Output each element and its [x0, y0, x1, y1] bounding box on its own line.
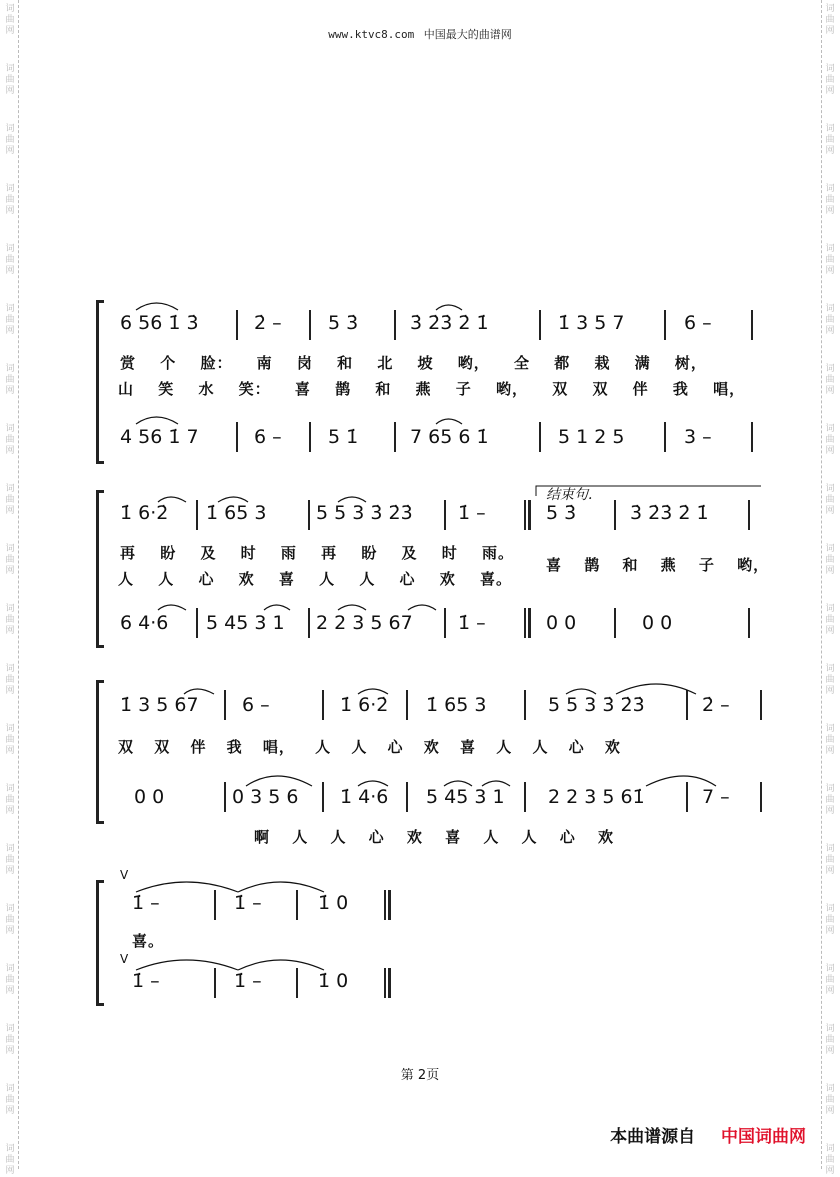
page-number: 第 2页: [400, 1068, 440, 1083]
lyric-line-ending: 喜 鹊 和 燕 子 哟，: [546, 556, 770, 574]
lower-measure: 5 1̇: [328, 426, 359, 448]
watermark-text: 词曲网: [825, 1024, 835, 1056]
lower-measure: 1̇ 0: [318, 970, 349, 992]
lyric-line-verse-2: 人 人 心 欢 喜 人 人 心 欢 喜。: [118, 570, 513, 588]
watermark-text: 词曲网: [5, 544, 15, 576]
lower-measure: 0 0: [134, 786, 165, 808]
watermark-text: 词曲网: [5, 424, 15, 456]
breath-mark: V: [120, 868, 129, 882]
footer-brand-link[interactable]: 中国词曲网: [721, 1127, 806, 1147]
upper-measure: 2̇ –: [254, 312, 282, 334]
watermark-text: 词曲网: [5, 604, 15, 636]
watermark-text: 词曲网: [825, 844, 835, 876]
upper-measure: 1̇ 6·2̇: [340, 694, 389, 716]
breath-mark: V: [120, 952, 129, 966]
lower-measure: 0 0: [642, 612, 673, 634]
lower-measure: 1̇ –: [234, 970, 262, 992]
watermark-text: 词曲网: [825, 424, 835, 456]
watermark-text: 词曲网: [825, 784, 835, 816]
watermark-text: 词曲网: [825, 184, 835, 216]
upper-measure: 1̇ 65 3: [206, 502, 267, 524]
watermark-text: 词曲网: [825, 904, 835, 936]
upper-measure: 1̇ 6·2̇: [120, 502, 169, 524]
watermark-text: 词曲网: [5, 844, 15, 876]
upper-measure: 1̇ –: [132, 892, 160, 914]
watermark-text: 词曲网: [825, 544, 835, 576]
upper-measure: 2̇ –: [702, 694, 730, 716]
lyric-line-verse-1: 再 盼 及 时 雨 再 盼 及 时 雨。: [120, 544, 515, 562]
watermark-text: 词曲网: [825, 364, 835, 396]
lyric-line-final: 喜。: [132, 932, 165, 950]
watermark-text: 词曲网: [825, 1084, 835, 1116]
upper-measure: 5 5 3 3̇ 2̇3̇: [548, 694, 645, 716]
header-slogan: 中国最大的曲谱网: [423, 28, 512, 41]
watermark-text: 词曲网: [825, 484, 835, 516]
upper-measure: 5 5 3 3̇ 2̇3̇: [316, 502, 413, 524]
watermark-text: 词曲网: [825, 304, 835, 336]
upper-measure: 6 –: [242, 694, 270, 716]
lower-measure: 4 56 1̇ 7: [120, 426, 199, 448]
upper-measure: 6 56 1̇ 3̇: [120, 312, 199, 334]
upper-measure: 1̇ –: [234, 892, 262, 914]
lower-measure: 5 45 3 1: [206, 612, 285, 634]
lower-measure: 3 –: [684, 426, 712, 448]
lower-measure: 5 1 2 5: [558, 426, 625, 448]
lyric-line-verse-2: 山 笑 水 笑： 喜 鹊 和 燕 子 哟， 双 双 伴 我 唱，: [118, 380, 746, 398]
watermark-text: 词曲网: [5, 904, 15, 936]
system-brace: [96, 300, 104, 464]
upper-measure: 3̇ 2̇3̇ 2̇ 1̇: [410, 312, 489, 334]
watermark-text: 词曲网: [5, 784, 15, 816]
upper-measure: 1̇ 0: [318, 892, 349, 914]
upper-measure: 3̇ 2̇3̇ 2̇ 1̇: [630, 502, 709, 524]
lyric-line-upper: 双 双 伴 我 唱， 人 人 心 欢 喜 人 人 心 欢: [118, 738, 621, 756]
page-footer: [610, 1122, 806, 1147]
watermark-text: 词曲网: [5, 304, 15, 336]
lower-measure: 0 3 5 6: [232, 786, 299, 808]
system-brace: [96, 880, 104, 1006]
header-site-url[interactable]: www.ktvc8.com: [328, 28, 415, 41]
watermark-text: 词曲网: [5, 1024, 15, 1056]
watermark-text: 词曲网: [5, 64, 15, 96]
lower-measure: 1̇ 4·6: [340, 786, 389, 808]
watermark-text: 词曲网: [825, 124, 835, 156]
lower-measure: 2 2 3 5 61̇: [548, 786, 645, 808]
upper-measure: 5 3̇: [546, 502, 577, 524]
upper-measure: 6 –: [684, 312, 712, 334]
right-watermark-rail: [821, 0, 838, 1176]
lower-measure: 1̇ –: [458, 612, 486, 634]
left-watermark-rail: [2, 0, 19, 1176]
watermark-text: 词曲网: [5, 244, 15, 276]
lyric-line-lower: 啊 人 人 心 欢 喜 人 人 心 欢: [254, 828, 615, 846]
upper-measure: 1̇ 3 5 7: [558, 312, 625, 334]
lyric-line-verse-1: 赏 个 脸： 南 岗 和 北 坡 哟， 全 都 栽 满 树，: [120, 354, 707, 372]
system-brace: [96, 680, 104, 824]
watermark-text: 词曲网: [5, 184, 15, 216]
watermark-text: 词曲网: [5, 364, 15, 396]
score-system-2: [96, 487, 770, 650]
watermark-text: 词曲网: [5, 484, 15, 516]
watermark-text: 词曲网: [825, 64, 835, 96]
lower-measure: 5 45 3 1: [426, 786, 505, 808]
page-header: [0, 26, 840, 42]
watermark-text: 词曲网: [825, 724, 835, 756]
watermark-text: 词曲网: [5, 664, 15, 696]
upper-measure: 1̇ 65 3: [426, 694, 487, 716]
lower-measure: 1̇ –: [132, 970, 160, 992]
watermark-text: 词曲网: [5, 124, 15, 156]
score-system-4: [96, 868, 416, 1008]
watermark-text: 词曲网: [825, 664, 835, 696]
lower-measure: 0 0: [546, 612, 577, 634]
lower-measure: 6 4·6: [120, 612, 169, 634]
footer-source-text: 本曲谱源自: [610, 1127, 696, 1147]
score-system-1: [96, 300, 756, 460]
watermark-text: 词曲网: [5, 4, 15, 36]
watermark-text: 词曲网: [825, 244, 835, 276]
upper-measure: 1̇ 3 5 67: [120, 694, 199, 716]
upper-measure: 5 3̇: [328, 312, 359, 334]
lower-measure: 6 –: [254, 426, 282, 448]
watermark-text: 词曲网: [5, 1144, 15, 1176]
lower-measure: 7 –: [702, 786, 730, 808]
watermark-text: 词曲网: [825, 964, 835, 996]
watermark-text: 词曲网: [5, 1084, 15, 1116]
watermark-text: 词曲网: [5, 724, 15, 756]
watermark-text: 词曲网: [825, 1144, 835, 1176]
lower-measure: 2 2 3 5 67: [316, 612, 413, 634]
watermark-text: 词曲网: [825, 604, 835, 636]
score-system-3: [96, 680, 776, 850]
watermark-text: 词曲网: [825, 4, 835, 36]
watermark-text: 词曲网: [5, 964, 15, 996]
lower-measure: 7 65 6 1̇: [410, 426, 489, 448]
ending-section-label: 结束句.: [546, 487, 593, 503]
system-brace: [96, 490, 104, 648]
upper-measure: 1̇ –: [458, 502, 486, 524]
